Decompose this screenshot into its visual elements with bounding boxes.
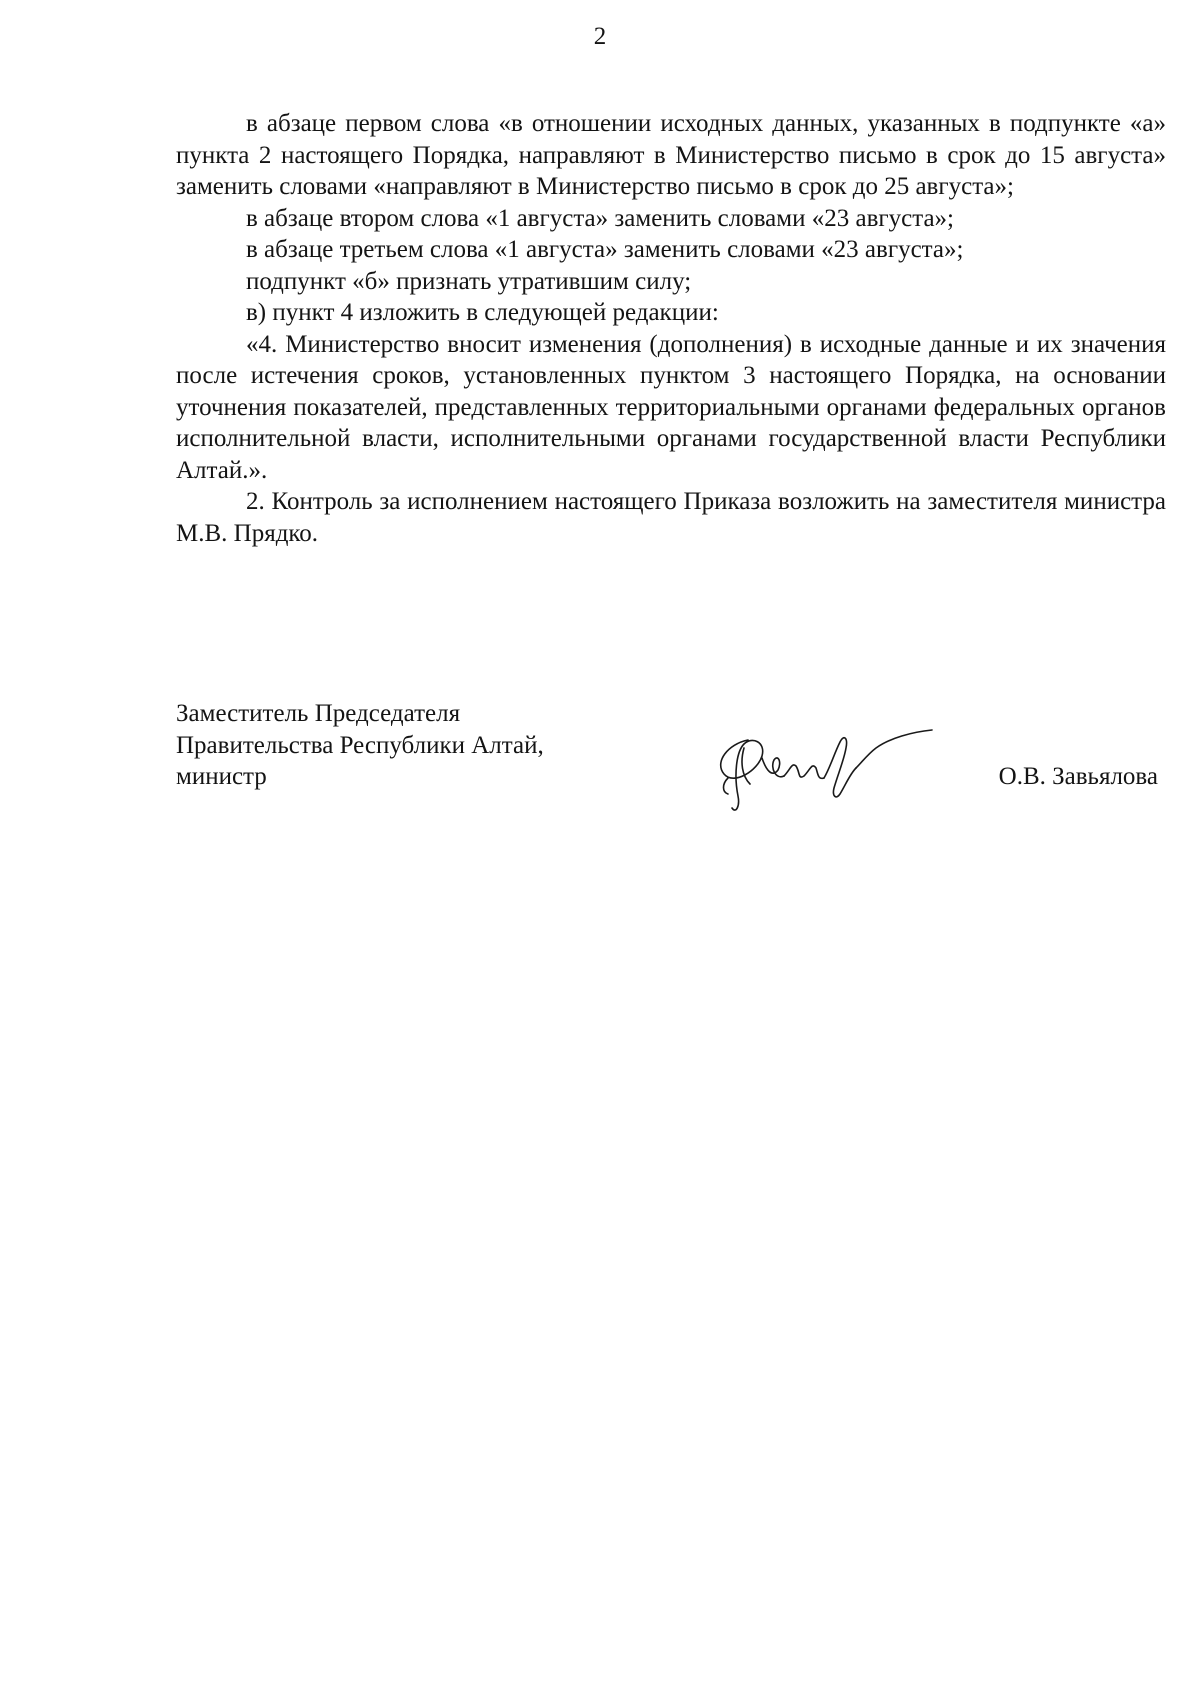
handwritten-signature: [700, 718, 940, 818]
signer-name: О.В. Завьялова: [998, 763, 1158, 790]
signer-position: [176, 698, 656, 793]
paragraph: в абзаце втором слова «1 августа» заменить словами «23 августа»;: [246, 204, 954, 232]
paragraph: подпункт «б» признать утратившим силу;: [246, 267, 692, 295]
paragraph: в абзаце первом слова «в отношении исходных данных, указанных в подпункте «а» пункта 2 настоящего Порядка, направляют в Министерство письмо в срок до 15 августа» заменить словами «направляют в Министерство письмо в срок до 25 августа»;: [176, 110, 1166, 200]
paragraph: в) пункт 4 изложить в следующей редакции:: [246, 299, 719, 326]
signer-position-line: министр: [176, 763, 267, 790]
document-body: [176, 108, 1166, 549]
paragraph: 2. Контроль за исполнением настоящего Приказа возложить на заместителя министра М.В. Прядко.: [176, 488, 1166, 547]
signer-position-line: Заместитель Председателя: [176, 700, 461, 727]
signer-position-line: Правительства Республики Алтай,: [176, 731, 544, 759]
page-number: 2: [593, 23, 607, 50]
paragraph: в абзаце третьем слова «1 августа» заменить словами «23 августа»;: [246, 236, 964, 263]
signature-block: [176, 698, 1166, 808]
paragraph: «4. Министерство вносит изменения (дополнения) в исходные данные и их значения после истечения сроков, установленных пунктом 3 настоящего Порядка, на основании уточнения показателей, представленных территориальными органами федеральных органов исполнительной власти, исполнительными органами государственной власти Республики Алтай.».: [176, 330, 1166, 484]
